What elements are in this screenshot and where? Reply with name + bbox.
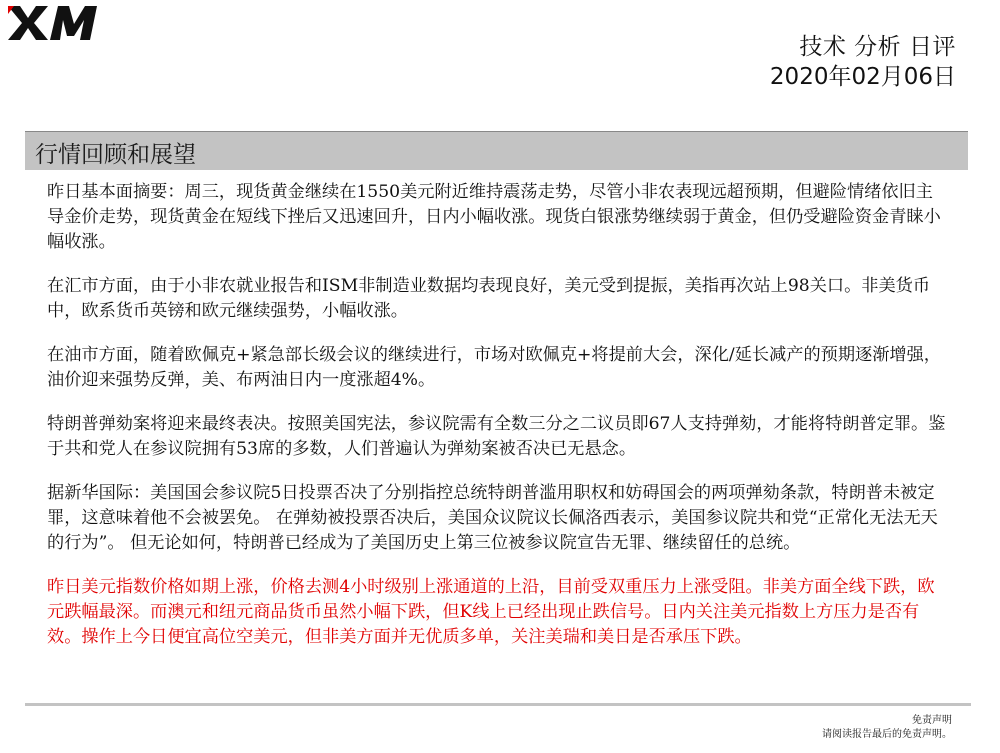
xm-logo	[6, 4, 100, 42]
paragraph-oil: 在油市方面，随着欧佩克+紧急部长级会议的继续进行，市场对欧佩克+将提前大会，深化/延长减产的预期逐渐增强，油价迎来强势反弹，美、布两油日内一度涨超4%。	[47, 345, 941, 390]
section-title: 行情回顾和展望	[35, 142, 196, 168]
paragraph-xinhua: 据新华国际：美国国会参议院5日投票否决了分别指控总统特朗普滥用职权和妨碍国会的两项弹劾条款，特朗普未被定罪，这意味着他不会被罢免。 在弹劾被投票否决后，美国众议院议长佩洛西表示，美国参议院共和党“正常化无法无天的行为”。 但无论如何，特朗普已经成为了美国历史上第三位被参议院宣告无罪、继续留任的总统。	[47, 483, 938, 553]
section-header	[25, 131, 968, 170]
report-date: 2020年02月06日	[769, 64, 956, 90]
report-header	[770, 32, 956, 92]
xm-logo-icon	[6, 4, 100, 42]
report-body	[47, 180, 947, 669]
footer-divider	[25, 703, 971, 706]
disclaimer	[822, 714, 952, 742]
disclaimer-text: 请阅读报告最后的免责声明。	[822, 729, 952, 740]
paragraph-forex: 在汇市方面，由于小非农就业报告和ISM非制造业数据均表现良好，美元受到提振，美指再次站上98关口。非美货币中，欧系货币英镑和欧元继续强势，小幅收涨。	[47, 276, 931, 321]
report-title: 技术 分析 日评	[799, 34, 956, 60]
paragraph-impeachment-vote: 特朗普弹劾案将迎来最终表决。按照美国宪法，参议院需有全数三分之二议员即67人支持弹劾，才能将特朗普定罪。鉴于共和党人在参议院拥有53席的多数，人们普遍认为弹劾案被否决已无悬念。	[47, 414, 946, 459]
disclaimer-title: 免责声明	[912, 715, 952, 726]
paragraph-fundamentals: 昨日基本面摘要：周三，现货黄金继续在1550美元附近维持震荡走势，尽管小非农表现远超预期，但避险情绪依旧主导金价走势，现货黄金在短线下挫后又迅速回升，日内小幅收涨。现货白银涨势继续弱于黄金，但仍受避险资金青睐小幅收涨。	[47, 182, 941, 252]
paragraph-outlook: 昨日美元指数价格如期上涨，价格去测4小时级别上涨通道的上沿，目前受双重压力上涨受阻。非美方面全线下跌，欧元跌幅最深。而澳元和纽元商品货币虽然小幅下跌，但K线上已经出现止跌信号。日内关注美元指数上方压力是否有效。操作上今日便宜高位空美元，但非美方面并无优质多单，关注美瑞和美日是否承压下跌。	[47, 577, 935, 647]
